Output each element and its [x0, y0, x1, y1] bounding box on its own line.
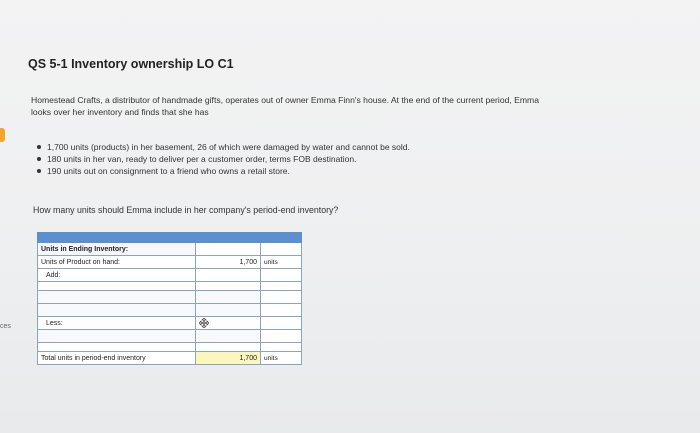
table-row	[38, 269, 302, 282]
table-row	[38, 330, 302, 343]
total-value: 1,700	[196, 352, 261, 365]
less-amount-cell[interactable]	[196, 317, 261, 330]
add-item-2-input[interactable]	[38, 304, 196, 317]
sidebar-partial-label: ces	[0, 323, 11, 330]
add-item-2-amount-input[interactable]	[196, 304, 261, 317]
cursor-move-icon	[199, 318, 209, 328]
add-label: Add:	[38, 269, 196, 282]
fact-consignment: 190 units out on consignment to a friend who owns a retail store.	[36, 165, 410, 177]
paragraph-line-1: Homestead Crafts, a distributor of handmade gifts, operates out of owner Emma Finn's house. At the end of the current period, Emma	[31, 95, 539, 105]
add-item-1-input[interactable]	[38, 291, 196, 304]
table-row	[38, 243, 302, 256]
add-item-1-amount-input[interactable]	[196, 291, 261, 304]
table-row	[38, 343, 302, 352]
table-header-bar	[38, 233, 302, 243]
product-on-hand-label: Units of Product on hand:	[38, 256, 196, 269]
total-label: Total units in period-end inventory	[38, 352, 196, 365]
facts-list	[36, 141, 410, 177]
less-item-1-amount-input[interactable]	[196, 330, 261, 343]
question-prompt: How many units should Emma include in her company's period-end inventory?	[33, 205, 339, 215]
sidebar-tab-marker[interactable]	[0, 128, 5, 142]
table-row	[38, 352, 302, 365]
less-label: Less:	[38, 317, 196, 330]
table-row	[38, 256, 302, 269]
inventory-table	[37, 232, 302, 365]
table-row	[38, 282, 302, 291]
fact-basement: 1,700 units (products) in her basement, 26 of which were damaged by water and cannot be sold.	[36, 141, 410, 153]
paragraph-line-2: looks over her inventory and finds that she has	[31, 107, 209, 117]
product-on-hand-unit: units	[261, 256, 302, 269]
table-row	[38, 304, 302, 317]
table-row	[38, 317, 302, 330]
question-paragraph	[31, 94, 681, 118]
product-on-hand-value: 1,700	[196, 256, 261, 269]
less-item-1-input[interactable]	[38, 330, 196, 343]
table-row	[38, 291, 302, 304]
question-title: QS 5-1 Inventory ownership LO C1	[28, 57, 234, 71]
fact-van: 180 units in her van, ready to deliver per a customer order, terms FOB destination.	[36, 153, 410, 165]
total-unit: units	[261, 352, 302, 365]
header-label: Units in Ending Inventory:	[38, 243, 196, 256]
